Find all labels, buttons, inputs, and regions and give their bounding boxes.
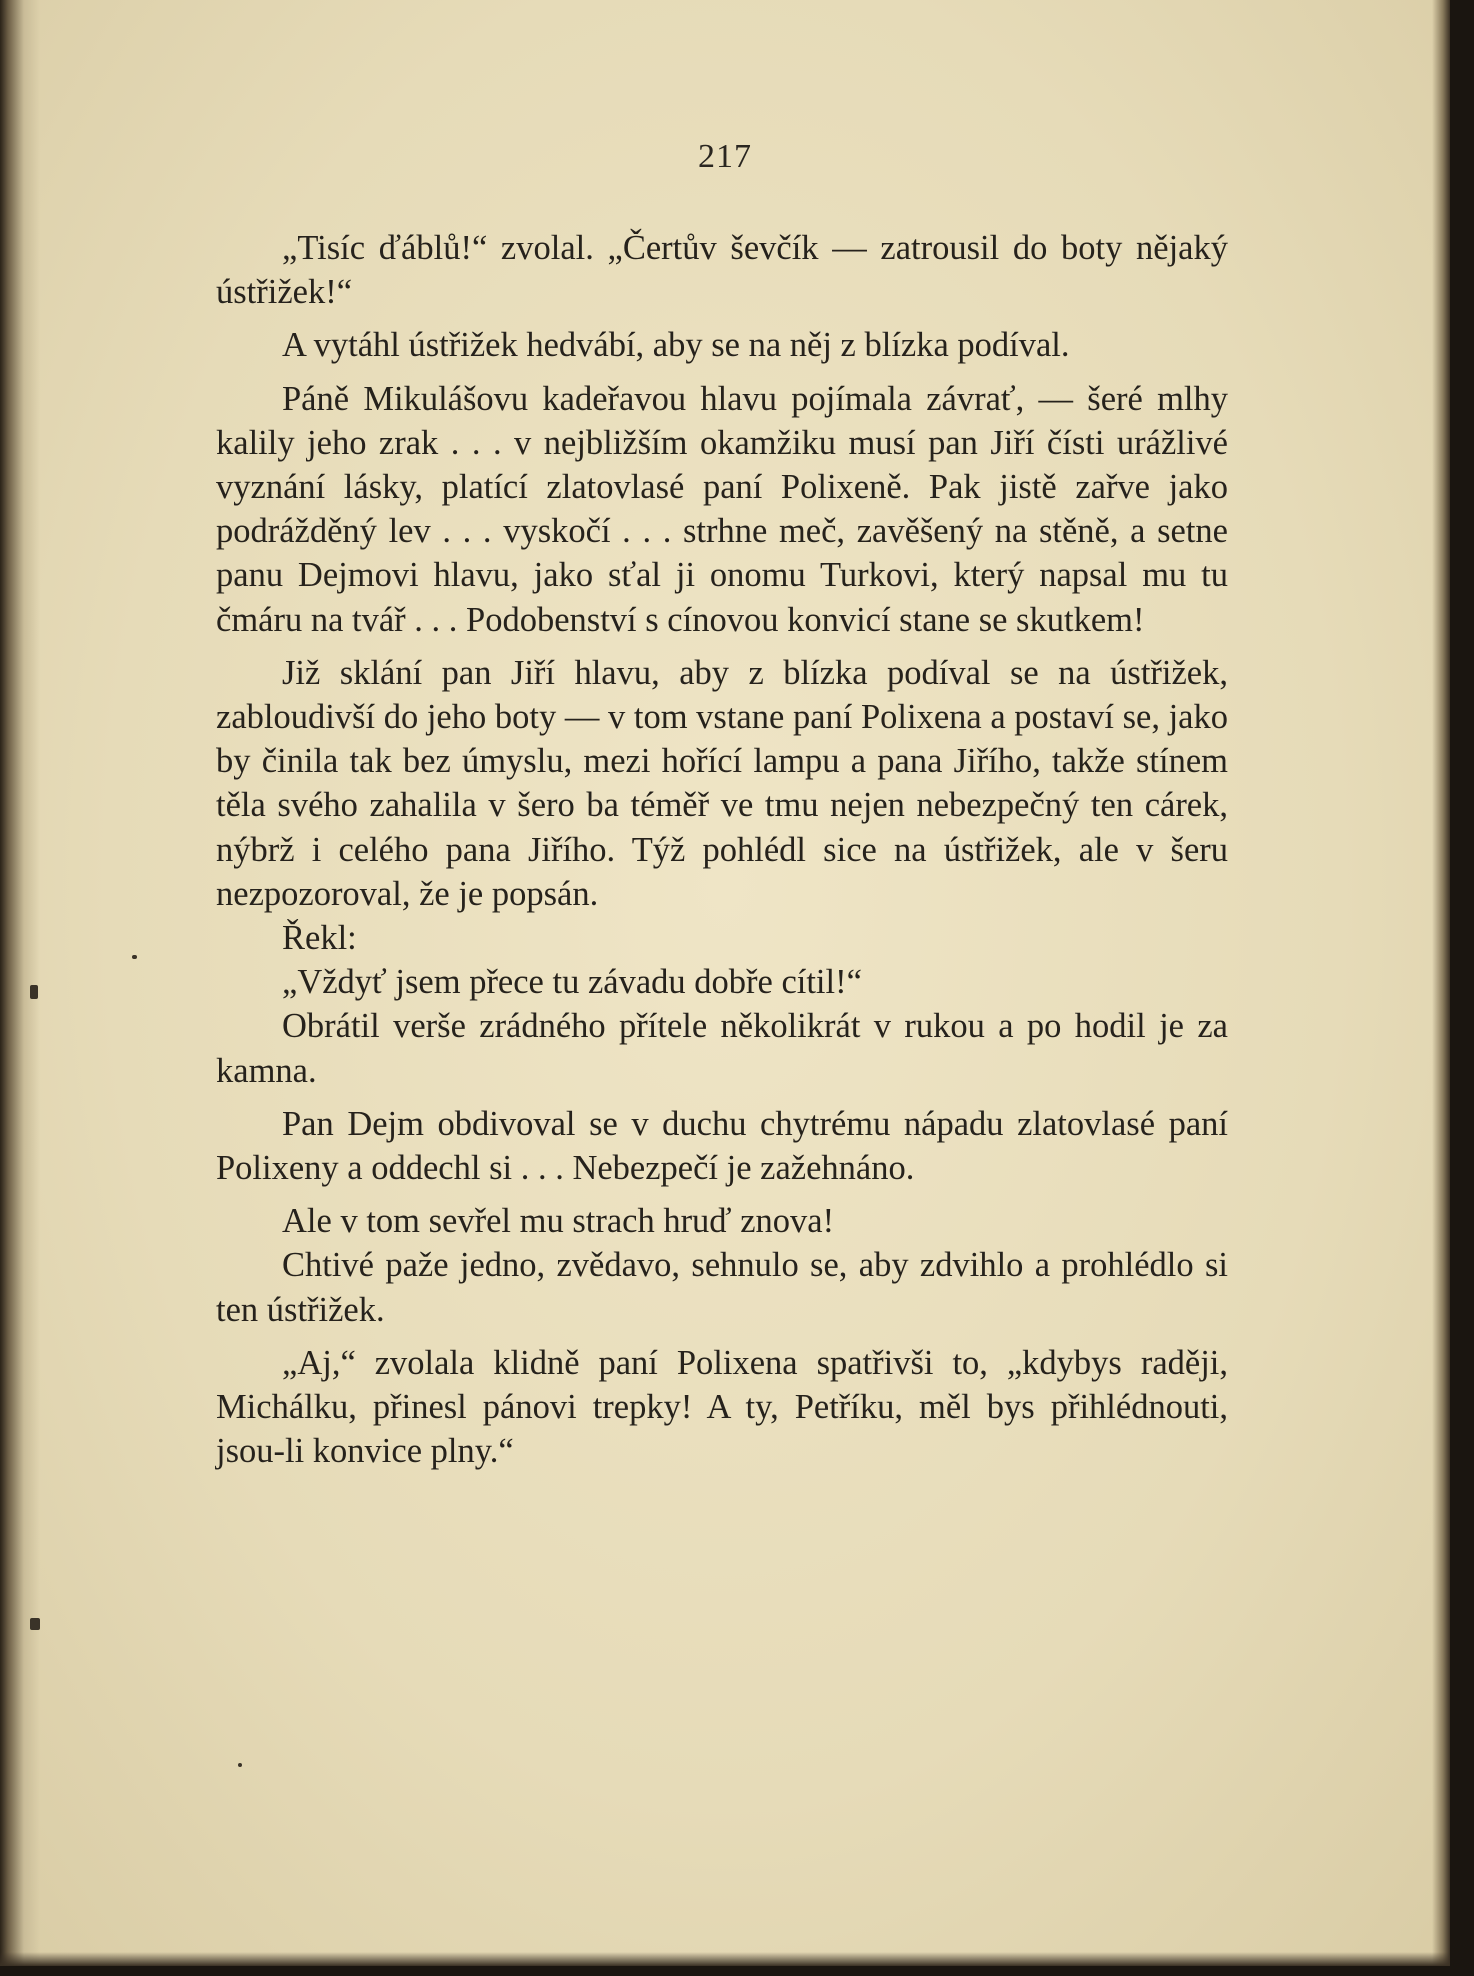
page-edge-bottom (0, 1952, 1450, 1966)
paragraph: Ale v tom sevřel mu strach hruď znova! (282, 1202, 835, 1241)
paragraph: Řekl: (282, 919, 357, 958)
margin-speck (238, 1763, 242, 1767)
body-text (216, 226, 1228, 1482)
margin-speck (132, 955, 137, 959)
page-edge-right (1432, 0, 1450, 1966)
gutter-shadow (0, 0, 40, 1966)
paragraph: Obrátil verše zrádného přítele několikrát v rukou a po hodil je za kamna. (216, 1007, 1228, 1090)
paragraph: Již sklání pan Jiří hlavu, aby z blízka podíval se na ústřižek, zabloudivší do jeho boty — v tom vstane paní Polixena a postaví se, jako by činila tak bez úmyslu, mezi hořící lampu a pana Jiřího, takže stínem těla svého zahalila v šero ba téměř ve tmu nejen nebezpečný ten cárek, nýbrž i celého pana Jiřího. Týž pohlédl sice na ústřižek, ale v šeru nezpozoroval, že je popsán. (216, 653, 1228, 913)
margin-speck (30, 1618, 40, 1630)
paragraph: „Aj,“ zvolala klidně paní Polixena spatřivši to, „kdybys raději, Michálku, přinesl pánovi trepky! A ty, Petříku, měl bys přihlédnouti, jsou-li konvice plny.“ (216, 1343, 1228, 1471)
page-number: 217 (698, 138, 752, 175)
paragraph: Chtivé paže jedno, zvědavo, sehnulo se, aby zdvihlo a prohlédlo si ten ústřižek. (216, 1246, 1228, 1329)
paragraph: A vytáhl ústřižek hedvábí, aby se na něj z blízka podíval. (282, 326, 1070, 365)
paragraph: „Tisíc ďáblů!“ zvolal. „Čertův ševčík — zatrousil do boty nějaký ústřižek!“ (216, 229, 1228, 312)
margin-speck (30, 985, 38, 999)
paragraph: Pan Dejm obdivoval se v duchu chytrému nápadu zlatovlasé paní Polixeny a oddechl si . . . Nebezpečí je zažehnáno. (216, 1104, 1228, 1188)
paragraph: „Vždyť jsem přece tu závadu dobře cítil!“ (282, 963, 862, 1002)
paragraph: Páně Mikulášovu kadeřavou hlavu pojímala závrať, — šeré mlhy kalily jeho zrak . . . v nejbližším okamžiku musí pan Jiří čísti urážlivé vyznání lásky, platící zlatovlasé paní Polixeně. Pak jistě zařve jako podrážděný lev . . . vyskočí . . . strhne meč, zavěšený na stěně, a setne panu Dejmovi hlavu, jako sťal ji onomu Turkovi, který napsal mu tu čmáru na tvář . . . Podobenství s cínovou konvicí stane se skutkem! (216, 379, 1228, 639)
